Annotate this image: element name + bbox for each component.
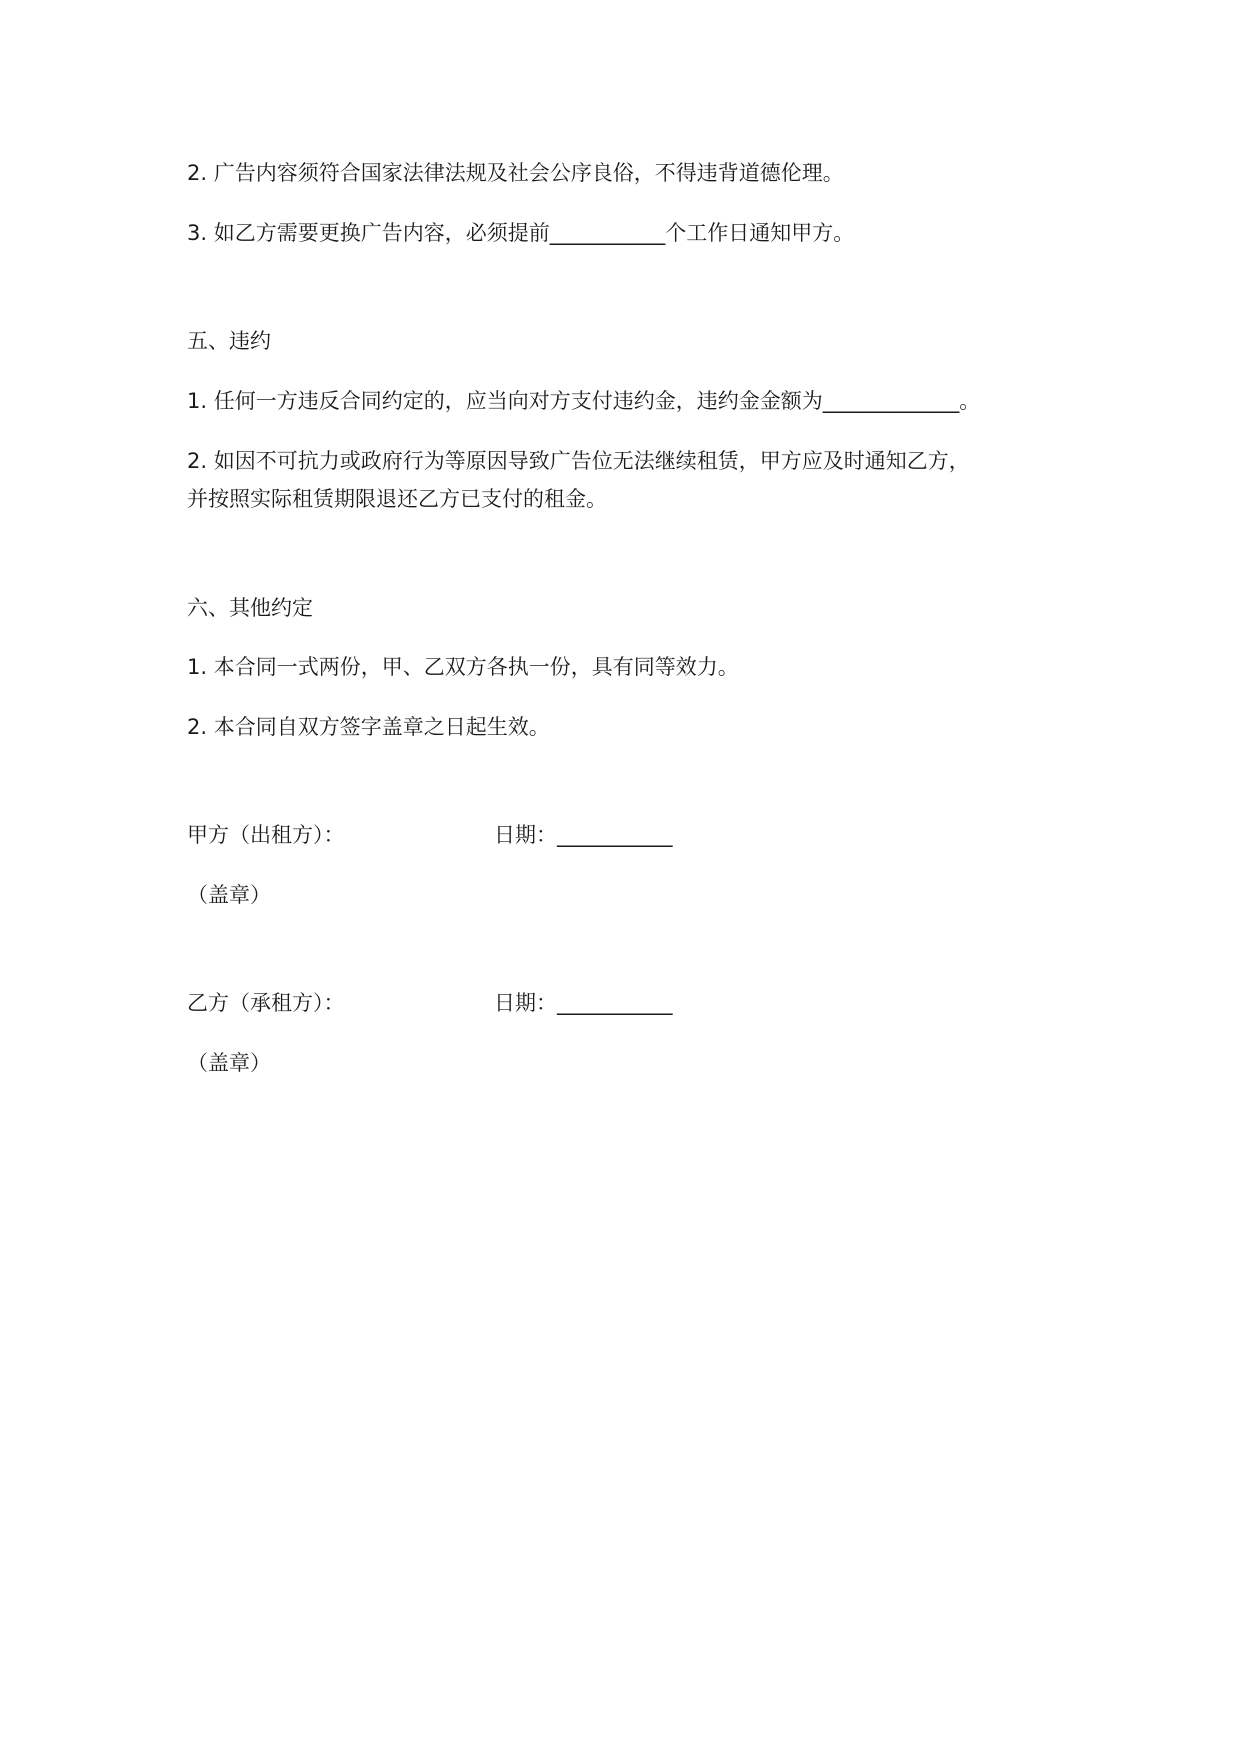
party-b-date: 日期：___________	[494, 991, 673, 1015]
party-a-label: 甲方（出租方）：	[187, 823, 345, 847]
party-a-seal: （盖章）	[187, 883, 271, 907]
section-6-heading: 六、其他约定	[187, 596, 313, 620]
clause-5-2-line2: 并按照实际租赁期限退还乙方已支付的租金。	[187, 487, 607, 511]
party-a-date: 日期：___________	[494, 823, 673, 847]
clause-5-1: 1. 任何一方违反合同约定的，应当向对方支付违约金，违约金金额为_____________。	[187, 389, 981, 413]
clause-6-1: 1. 本合同一式两份，甲、乙双方各执一份，具有同等效力。	[187, 655, 739, 679]
clause-6-2: 2. 本合同自双方签字盖章之日起生效。	[187, 715, 550, 739]
section-5-heading: 五、违约	[187, 329, 271, 353]
clause-4-3: 3. 如乙方需要更换广告内容，必须提前___________个工作日通知甲方。	[187, 221, 855, 245]
clause-4-2: 2. 广告内容须符合国家法律法规及社会公序良俗，不得违背道德伦理。	[187, 161, 844, 185]
party-b-seal: （盖章）	[187, 1051, 271, 1075]
clause-5-2-line1: 2. 如因不可抗力或政府行为等原因导致广告位无法继续租赁，甲方应及时通知乙方，	[187, 449, 970, 473]
party-b-label: 乙方（承租方）：	[187, 991, 345, 1015]
